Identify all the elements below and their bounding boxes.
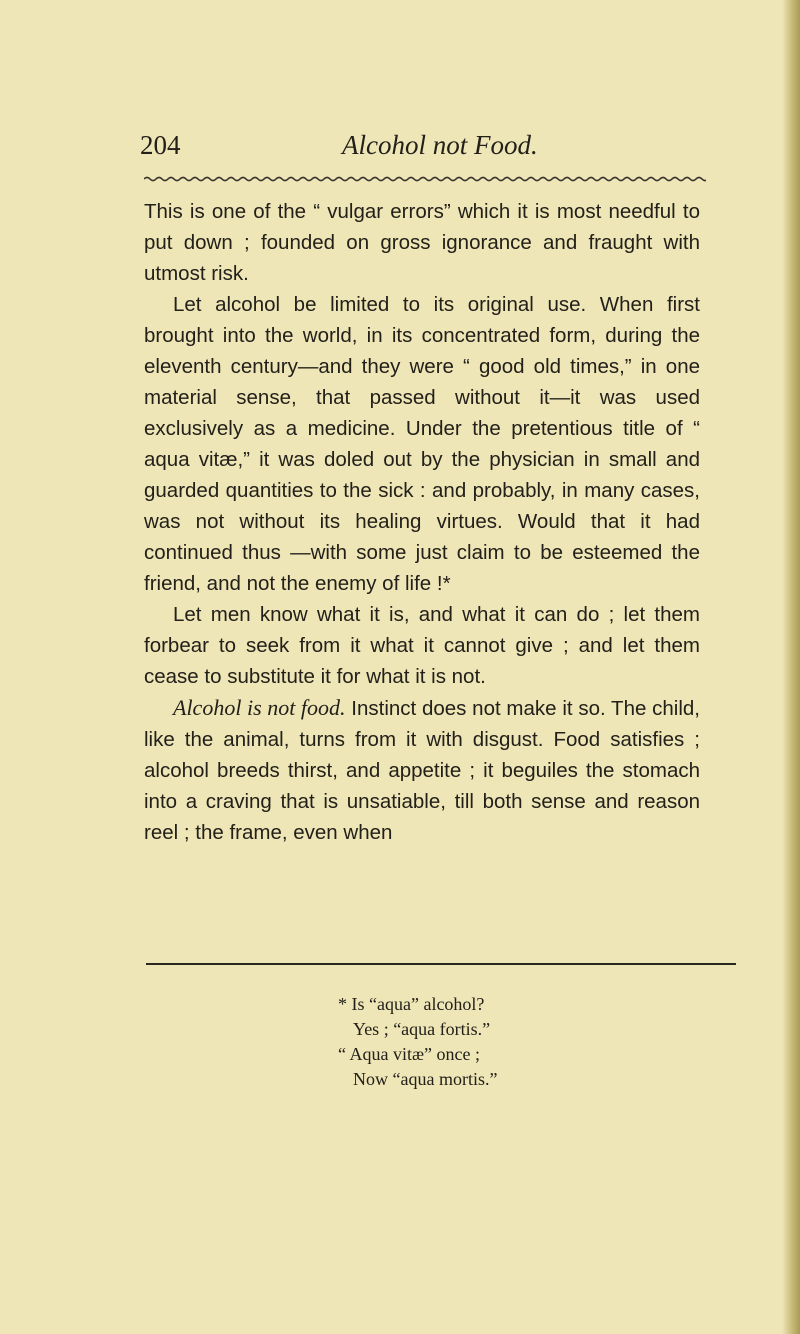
paragraph-4	[144, 692, 700, 848]
footnote	[338, 992, 668, 1092]
body-text	[144, 196, 700, 848]
footnote-line-3: “ Aqua vitæ” once ;	[338, 1044, 480, 1064]
footnote-line-2: Yes ; “aqua fortis.”	[353, 1019, 491, 1039]
footnote-line-1: * Is “aqua” alcohol?	[338, 994, 485, 1014]
page-edge-shadow	[782, 0, 800, 1334]
footnote-line-4: Now “aqua mortis.”	[353, 1069, 498, 1089]
paragraph-1: This is one of the “ vulgar errors” which it is most needful to put down ; founded on gross ignorance and fraught with utmost risk.	[144, 200, 700, 285]
page-header	[140, 128, 700, 168]
footnote-rule	[146, 963, 736, 965]
wavy-rule-divider	[144, 172, 706, 186]
paragraph-4-text: Instinct does not make it so. The child, like the animal, turns from it with disgust. Food satisfies ; alcohol breeds thirst, and appetite ; it beguiles the stomach into a craving that is unsatiable, till both sense and reason reel ; the frame, even when	[144, 697, 700, 844]
italic-phrase: Alcohol is not food.	[173, 695, 346, 720]
page-number: 204	[140, 130, 181, 160]
paragraph-2: Let alcohol be limited to its original use. When first brought into the world, in its concentrated form, during the eleventh century—and they were “ good old times,” in one material sense, that passed without it—it was used exclusively as a medicine. Under the pretentious title of “ aqua vitæ,” it was doled out by the physician in small and guarded quantities to the sick : and probably, in many cases, was not without its healing virtues. Would that it had continued thus —with some just claim to be esteemed the friend, and not the enemy of life !*	[144, 293, 700, 595]
paragraph-3: Let men know what it is, and what it can do ; let them forbear to seek from it what it cannot give ; and let them cease to substitute it for what it is not.	[144, 603, 700, 688]
running-title: Alcohol not Food.	[342, 130, 538, 160]
